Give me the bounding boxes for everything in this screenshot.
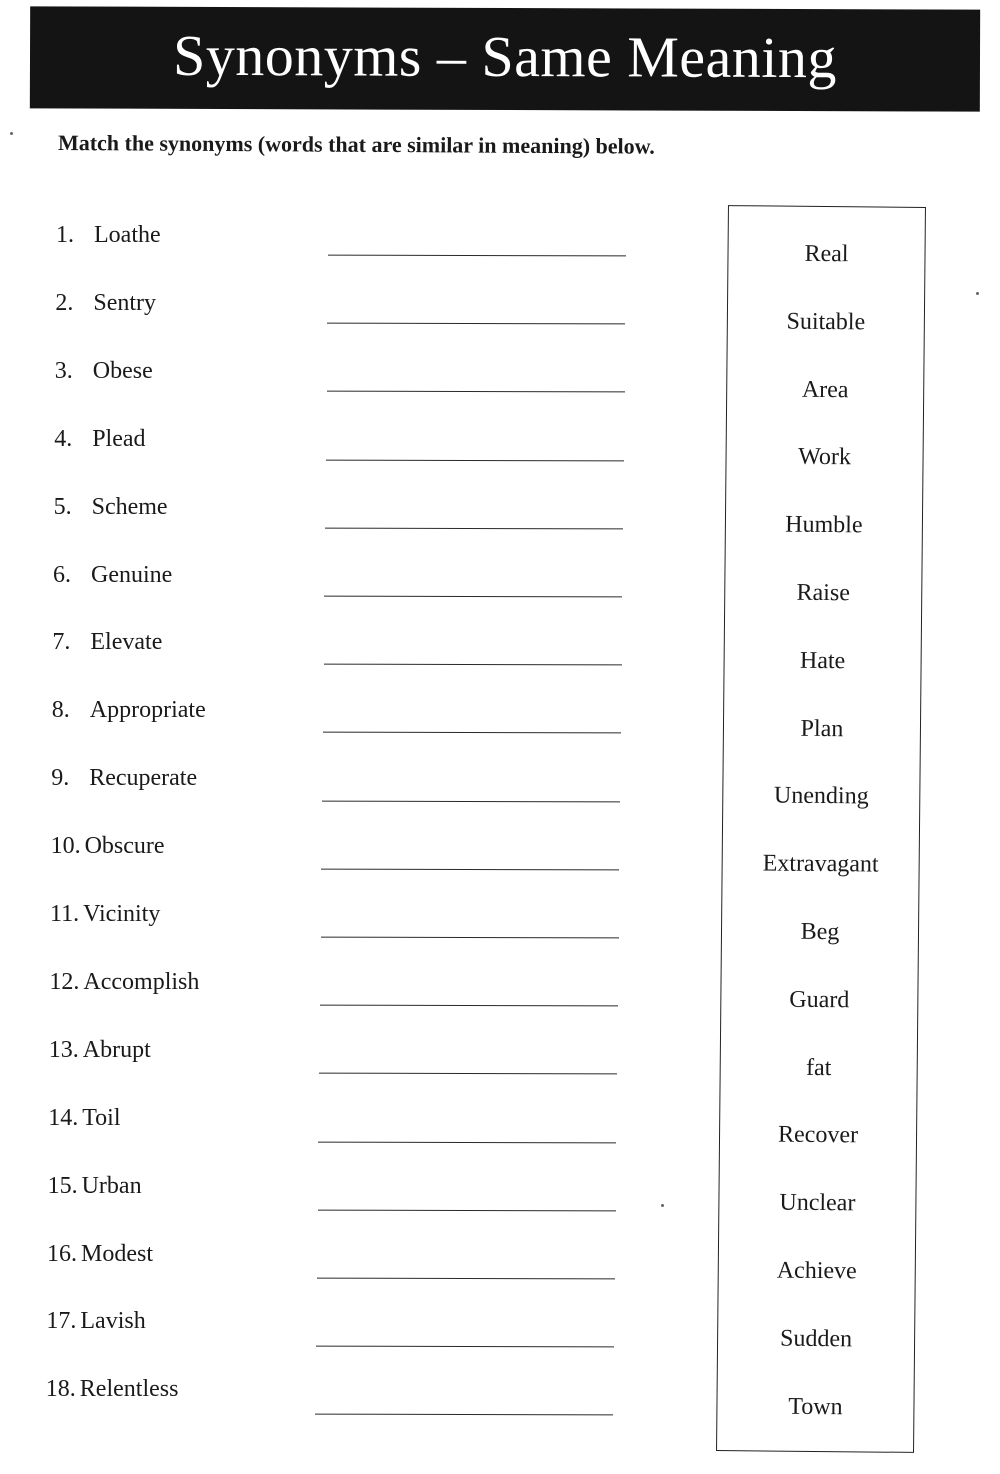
answer-blank-line[interactable] [317,1278,615,1280]
question-item [51,833,165,860]
question-word: Loathe [94,222,161,248]
question-item [48,1173,142,1200]
word-bank-item: Town [788,1393,843,1420]
question-word: Accomplish [83,968,200,995]
word-bank-item: fat [805,1054,832,1081]
word-bank-item: Real [804,240,849,268]
question-item [51,765,197,792]
question-item [49,1037,151,1064]
question-word: Genuine [91,561,173,588]
question-number: 12. [49,968,80,995]
scan-speck [10,132,13,135]
question-item [53,562,172,589]
question-word: Vicinity [83,901,161,927]
answer-blank-line[interactable] [320,1005,618,1007]
question-number: 10. [50,833,81,860]
question-number: 1. [56,222,74,248]
question-number: 18. [45,1376,76,1403]
word-bank-item: Hate [799,647,846,675]
question-item [52,629,162,656]
word-bank-item: Humble [785,511,863,539]
question-word: Obese [92,357,153,384]
answer-blank-line[interactable] [326,391,624,393]
question-item [46,1376,179,1403]
word-bank-item: Sudden [779,1325,853,1353]
word-bank-item: Area [801,376,849,403]
question-item [52,697,206,724]
answer-blank-line[interactable] [323,732,621,734]
word-bank-item: Unclear [779,1189,856,1217]
question-item [48,1105,120,1132]
answer-blank-line[interactable] [318,1141,616,1143]
scan-speck [661,1204,664,1207]
question-number: 16. [47,1240,77,1267]
scan-speck [976,292,979,295]
word-bank-item: Guard [789,986,850,1014]
word-bank-item: Plan [800,715,844,742]
question-word: Elevate [90,629,163,656]
question-number: 3. [54,357,73,384]
question-word: Recuperate [89,765,198,792]
answer-blank-line[interactable] [316,1346,614,1348]
question-item [47,1241,153,1268]
question-number: 11. [50,901,80,927]
answer-blank-line[interactable] [327,323,625,325]
answer-blank-line[interactable] [322,800,620,802]
question-word: Abrupt [82,1036,151,1063]
word-bank-item: Work [798,444,852,471]
question-number: 6. [53,561,71,588]
question-item [54,426,145,453]
word-bank-item: Raise [796,579,851,607]
question-item [54,494,168,521]
question-number: 5. [53,493,72,520]
answer-blank-line[interactable] [317,1209,615,1211]
question-item [56,222,161,249]
answer-blank-line[interactable] [321,868,619,870]
question-number: 13. [48,1036,79,1063]
question-word: Obscure [84,833,165,860]
answer-blank-line[interactable] [320,937,618,939]
question-word: Relentless [79,1376,179,1403]
question-number: 8. [51,697,70,724]
question-word: Plead [92,425,146,452]
word-bank-item: Beg [800,918,840,946]
word-bank-item: Recover [777,1121,859,1149]
question-item [49,969,199,996]
question-word: Modest [81,1240,153,1267]
question-item [55,290,156,317]
word-bank-item: Extravagant [762,850,879,878]
page-title: Synonyms – Same Meaning [172,22,838,90]
instructions: Match the synonyms (words that are similar in meaning) below. [57,130,655,159]
answer-blank-line[interactable] [326,459,624,461]
question-word: Urban [81,1172,142,1199]
question-word: Toil [82,1104,121,1131]
question-word: Sentry [93,289,157,316]
question-word: Appropriate [89,697,206,724]
answer-blank-line[interactable] [324,596,622,598]
answer-blank-line[interactable] [328,255,626,257]
question-number: 4. [54,425,73,452]
question-item [46,1308,145,1335]
word-bank-item: Suitable [786,308,866,336]
answer-blank-line[interactable] [325,527,623,529]
title-banner [30,6,980,111]
question-word: Scheme [91,493,168,520]
question-number: 2. [55,289,74,316]
answer-blank-line[interactable] [319,1073,617,1075]
question-number: 14. [48,1104,79,1131]
word-bank-item: Unending [773,782,869,810]
question-number: 17. [46,1308,77,1335]
answer-blank-line[interactable] [315,1414,613,1416]
question-number: 9. [51,765,70,792]
question-number: 15. [47,1172,78,1199]
question-item [50,901,160,928]
word-bank-box [716,205,926,1453]
answer-blank-line[interactable] [323,664,621,666]
question-number: 7. [52,629,71,656]
question-item [55,358,153,385]
question-word: Lavish [80,1308,146,1335]
word-bank-item: Achieve [776,1257,857,1285]
